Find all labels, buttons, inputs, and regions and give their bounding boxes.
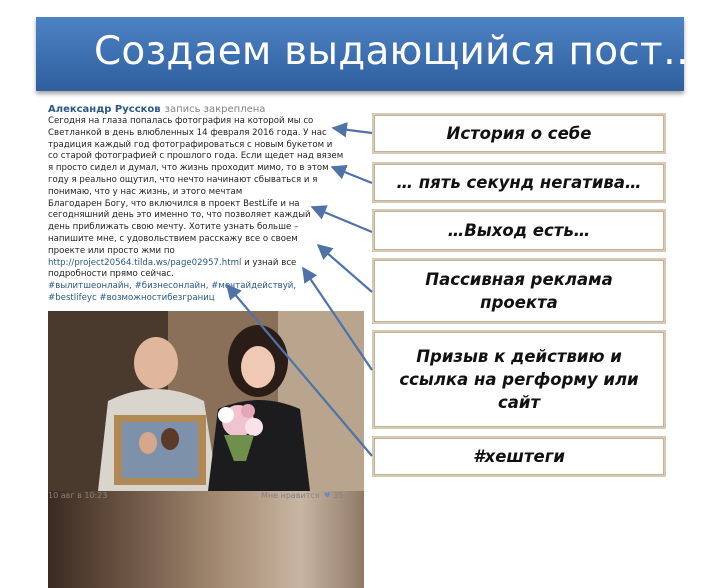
arrow-to-negative (332, 167, 372, 183)
post-text-line: со старой фотографией с прошлого года. Если щедет над вязем (48, 151, 344, 162)
post-text-line: напишите мне, с удовольствием расскажу все о своем (48, 233, 298, 244)
post-text-line: Светланкой в день влюбленных 14 февраля 2016 года. У нас (48, 127, 327, 138)
post-link[interactable]: http://project20564.tilda.ws/page02957.html (48, 257, 242, 268)
post-text-line: сегодняшний день это именно то, что позволяет каждый (48, 210, 311, 221)
post-text-line: я просто сидел и думал, что жизнь проходит мимо, то в этом (48, 163, 329, 174)
arrow-to-story (333, 128, 372, 133)
post-text-line: Сегодня на глаза попалась фотография на которой мы со (48, 116, 314, 126)
label-call-to-action: Призыв к действию и ссылка на регформу или сайт (372, 330, 666, 429)
post-text-line: Благодарен Богу, что включился в проект BestLife и на (48, 198, 300, 209)
pinned-label: запись закреплена (164, 104, 266, 115)
post-text-line: проекте или просто жми по (48, 245, 175, 256)
heart-icon[interactable]: ♥ (323, 491, 331, 500)
post-hashtags[interactable]: #вылитшеонлайн, #бизнесонлайн, #мечтайдействуй, (48, 281, 297, 292)
post-text-line: подробности прямо сейчас. (48, 269, 174, 280)
post-text-line: году я реально ощутил, что нечто начинают сбываться и я (48, 174, 318, 185)
slide-title: Создаем выдающийся пост… (94, 29, 703, 74)
like-label: Мне нравится (261, 491, 320, 500)
label-story-about-self: История о себе (372, 113, 666, 154)
arrow-to-way-out (312, 207, 372, 232)
post-author[interactable]: Александр Руссков (48, 104, 161, 115)
post-date[interactable]: 10 авг в 10:23 (48, 491, 108, 500)
post-text-line: понимаю, что у нас жизнь, и этого мечтам (48, 186, 243, 197)
like-count: 35 (333, 491, 344, 500)
post-text-line: день приближать свою мечту. Хотите узнать больше – (48, 222, 299, 233)
label-there-is-a-way-out: …Выход есть… (372, 209, 666, 252)
label-hashtags: #хештеги (372, 436, 666, 477)
post-link-suffix: и узнай все (244, 257, 297, 268)
label-passive-advertising: Пассивная реклама проекта (372, 258, 666, 324)
post-hashtags[interactable]: #bestlifeyc #возможностибезграниц (48, 292, 215, 303)
label-five-seconds-negative: … пять секунд негатива… (372, 162, 666, 203)
post-text-line: традиция каждый год фотографироваться с новым букетом и (48, 139, 333, 150)
arrow-to-hashtags (227, 285, 372, 456)
arrow-to-advertising (318, 245, 372, 292)
